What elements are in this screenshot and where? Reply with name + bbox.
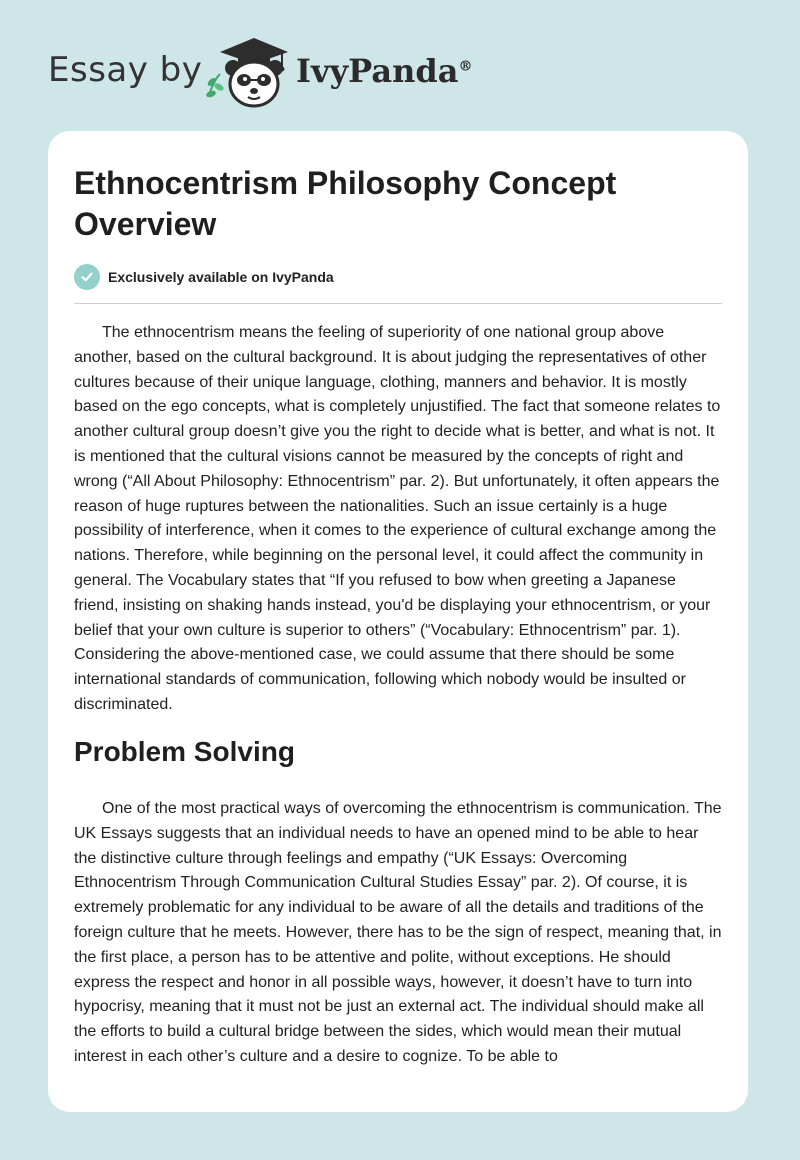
brand-name-text: IvyPanda	[296, 52, 459, 90]
check-circle-icon	[74, 264, 100, 290]
brand-prefix: Essay by	[48, 50, 203, 90]
article-paragraph: The ethnocentrism means the feeling of superiority of one national group above another, based on the cultural background. It is about judging the representatives of other cultures because of their unique language, clothing, manners and behavior. It is mostly based on the ego concepts, what is completely unjustified. The fact that someone relates to another cultural group doesn’t give you the right to decide what is better, and what is not. It is mentioned that the cultural visions cannot be measured by the concepts of right and wrong (“All About Philosophy: Ethnocentrism” par. 2). But unfortunately, it often appears the reason of huge ruptures between the nationalities. Such an issue certainly is a huge possibility of interference, when it comes to the experience of cultural exchange among the nations. Therefore, while beginning on the personal level, it could affect the community in general. The Vocabulary states that “If you refused to bow when greeting a Japanese friend, insisting on shaking hands instead, you'd be displaying your ethnocentrism, or your belief that your own culture is superior to others” (“Vocabulary: Ethnocentrism” par. 1). Considering the above-mentioned case, we could assume that there should be some international standards of communication, following which nobody would be insulted or discriminated.	[74, 324, 721, 713]
exclusive-badge	[74, 264, 334, 290]
site-header	[0, 0, 800, 130]
registered-mark: ®	[458, 58, 473, 75]
panda-graduate-icon[interactable]	[202, 34, 294, 110]
divider	[74, 303, 722, 304]
section-heading: Problem Solving	[74, 736, 295, 767]
article-title: Ethnocentrism Philosophy Concept Overview	[74, 165, 617, 242]
section-paragraph: One of the most practical ways of overcoming the ethnocentrism is communication. The UK Essays suggests that an individual needs to have an opened mind to be able to hear the distinctive culture through feelings and empathy (“UK Essays: Overcoming Ethnocentrism Through Communication Cultural Studies Essay” par. 2). Of course, it is extremely problematic for any individual to be aware of all the details and traditions of the foreign culture that he meets. However, there has to be the sign of respect, meaning that, in the first place, a person has to be attentive and polite, without exceptions. He should express the respect and honor in all possible ways, however, it doesn’t have to turn into hypocrisy, meaning that it must not be just an external act. The individual should make all the efforts to build a cultural bridge between the sides, which would mean their mutual interest in each other’s culture and a desire to cognize. To be able to	[74, 800, 722, 1065]
article-card	[48, 131, 748, 1112]
brand-name[interactable]	[296, 52, 472, 90]
exclusive-badge-text: Exclusively available on IvyPanda	[108, 269, 334, 285]
